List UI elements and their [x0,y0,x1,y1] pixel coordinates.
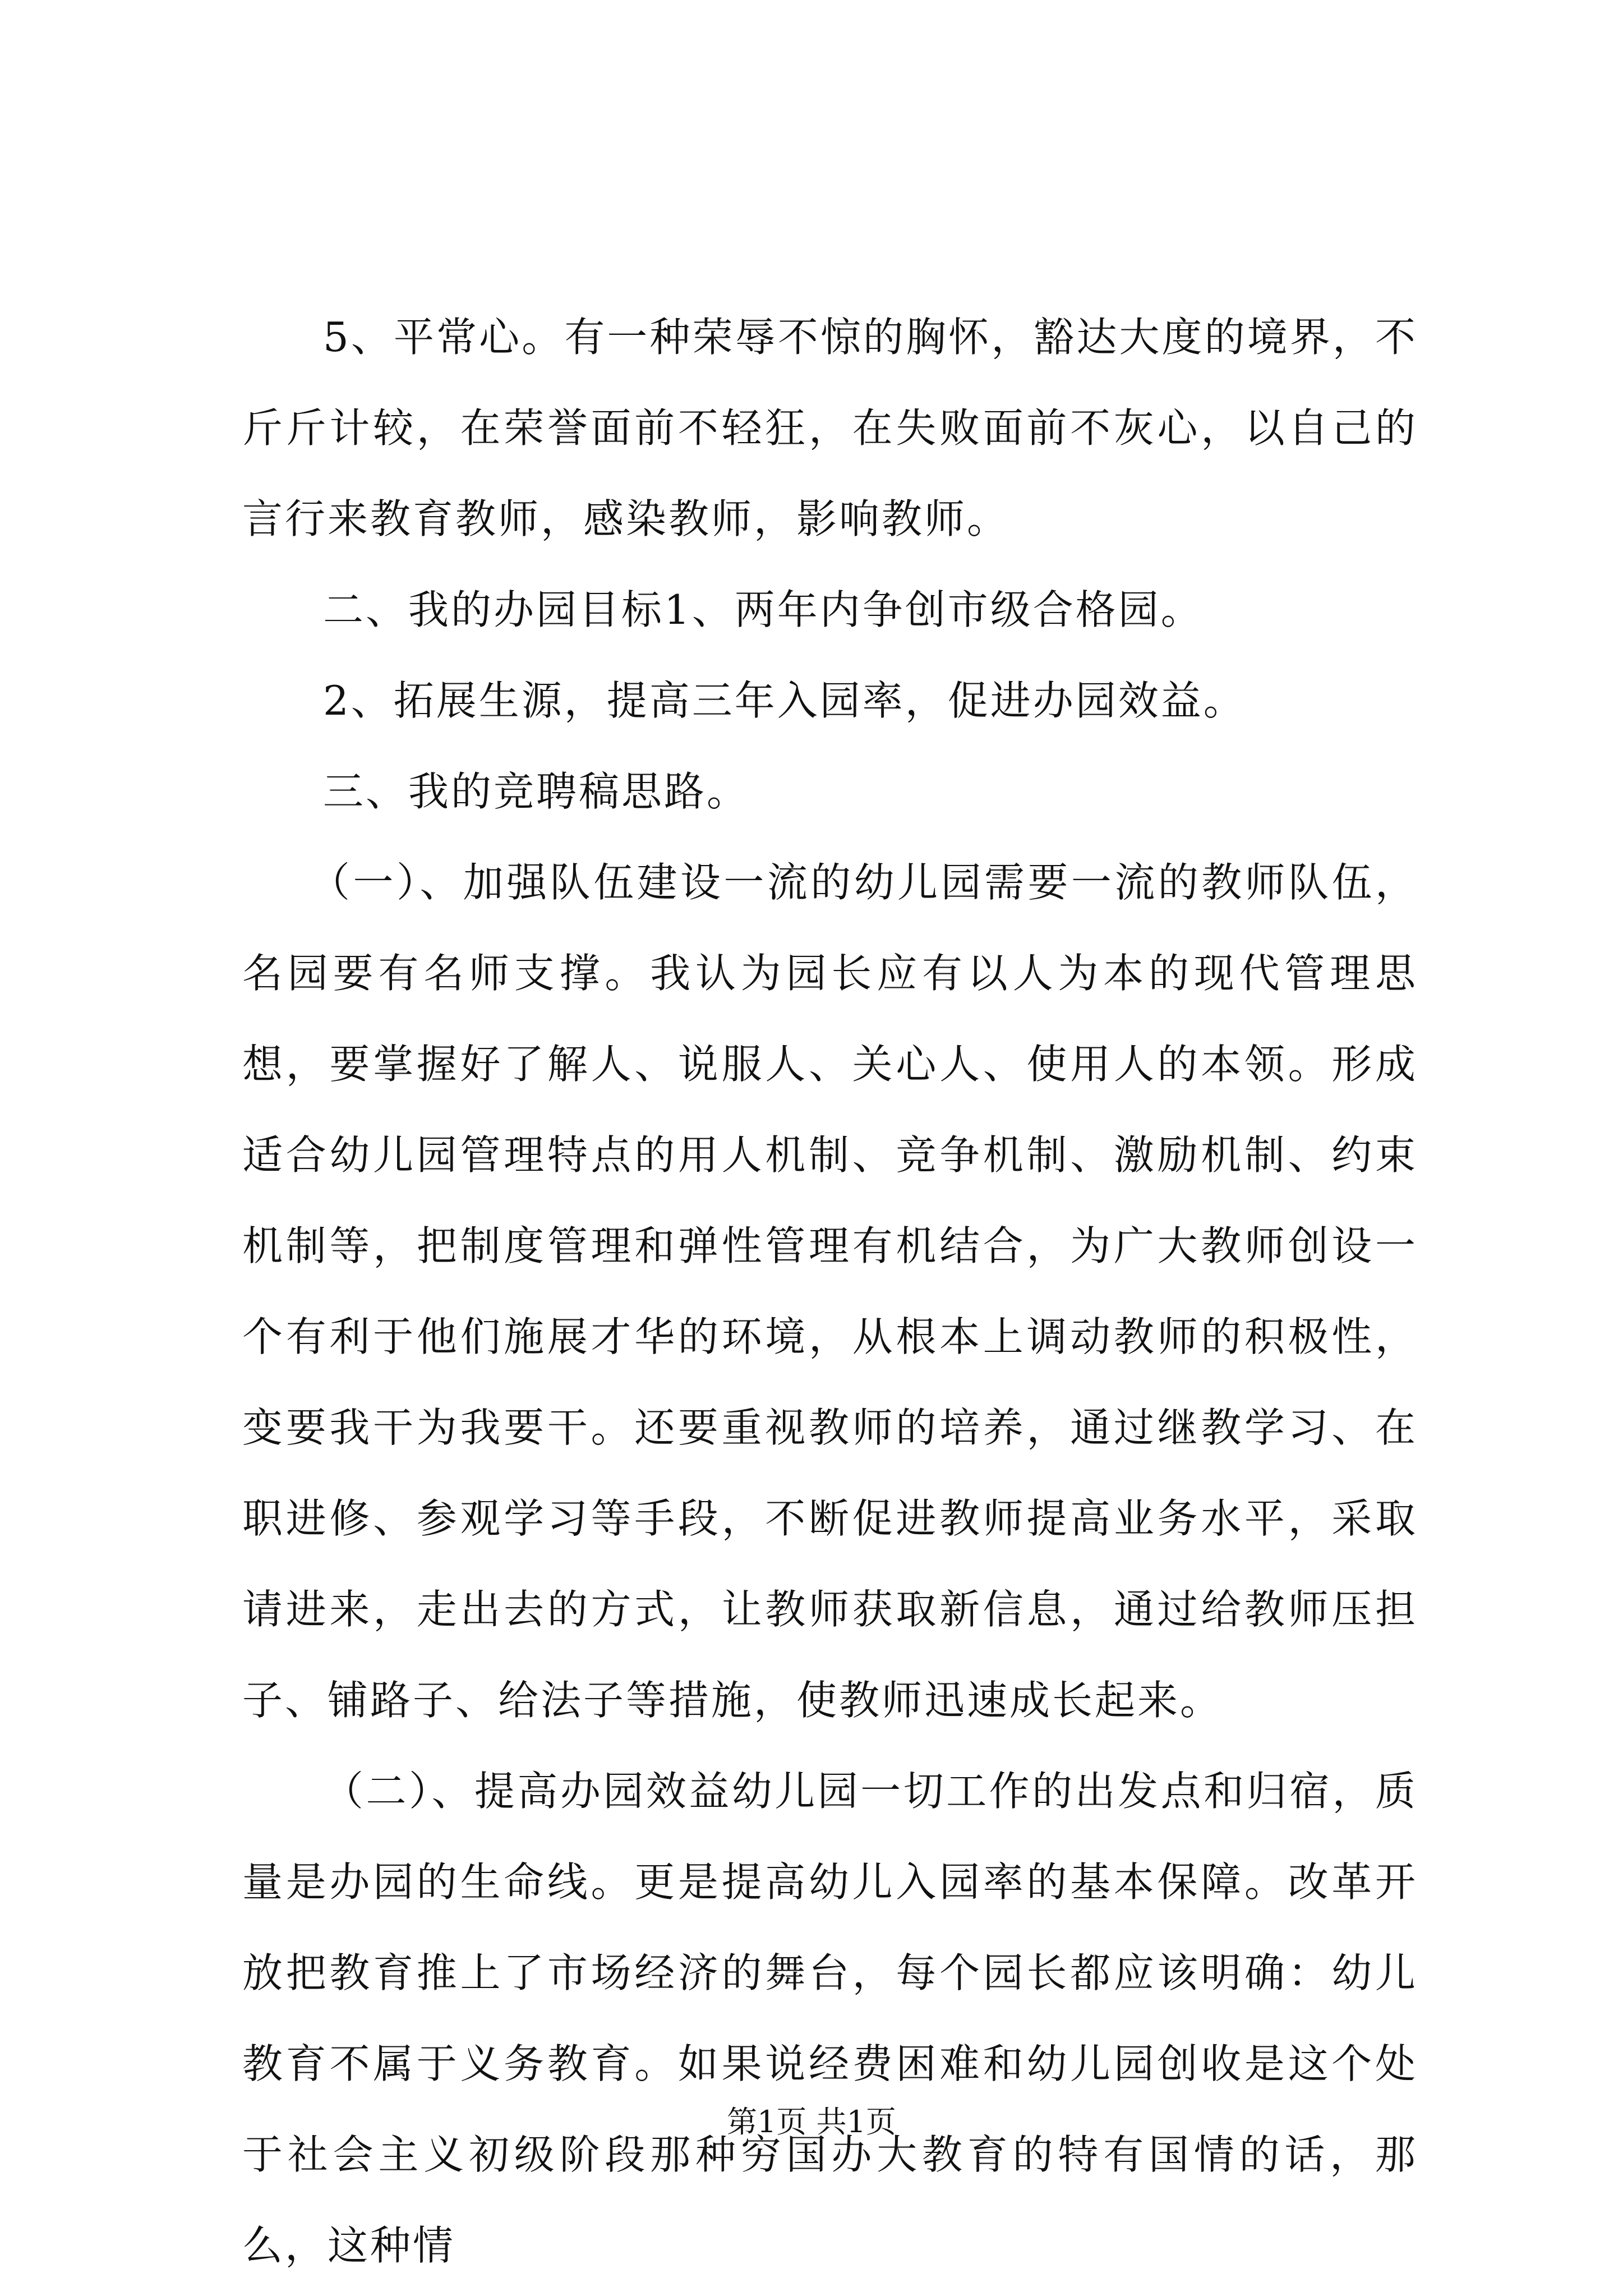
document-body [242,292,1418,2291]
paragraph-team-building: （一）、加强队伍建设一流的幼儿园需要一流的教师队伍，名园要有名师支撑。我认为园长应有以人为本的现代管理思想，要掌握好了解人、说服人、关心人、使用人的本领。形成适合幼儿园管理特点的用人机制、竞争机制、激励机制、约束机制等，把制度管理和弹性管理有机结合，为广大教师创设一个有利于他们施展才华的环境，从根本上调动教师的积极性，变要我干为我要干。还要重视教师的培养，通过继教学习、在职进修、参观学习等手段，不断促进教师提高业务水平，采取请进来，走出去的方式，让教师获取新信息，通过给教师压担子、铺路子、给法子等措施，使教师迅速成长起来。 [242,859,1418,1724]
paragraph-efficiency: （二）、提高办园效益幼儿园一切工作的出发点和归宿，质量是办园的生命线。更是提高幼儿入园率的基本保障。改革开放把教育推上了市场经济的舞台，每个园长都应该明确：幼儿教育不属于义务教育。如果说经费困难和幼儿园创收是这个处于社会主义初级阶段那种穷国办大教育的特有国情的话，那么，这种情 [242,1768,1418,2269]
paragraph-goal-two: 2、拓展生源，提高三年入园率，促进办园效益。 [323,677,1246,724]
page-number-footer: 第1页 共1页 [727,2104,896,2139]
paragraph-goals: 二、我的办园目标1、两年内争创市级合格园。 [323,586,1204,633]
paragraph-ordinary-heart: 5、平常心。有一种荣辱不惊的胸怀，豁达大度的境界，不斤斤计较，在荣誉面前不轻狂，在失败面前不灰心，以自己的言行来教育教师，感染教师，影响教师。 [242,314,1418,542]
paragraph-approach-heading: 三、我的竞聘稿思路。 [323,768,750,815]
